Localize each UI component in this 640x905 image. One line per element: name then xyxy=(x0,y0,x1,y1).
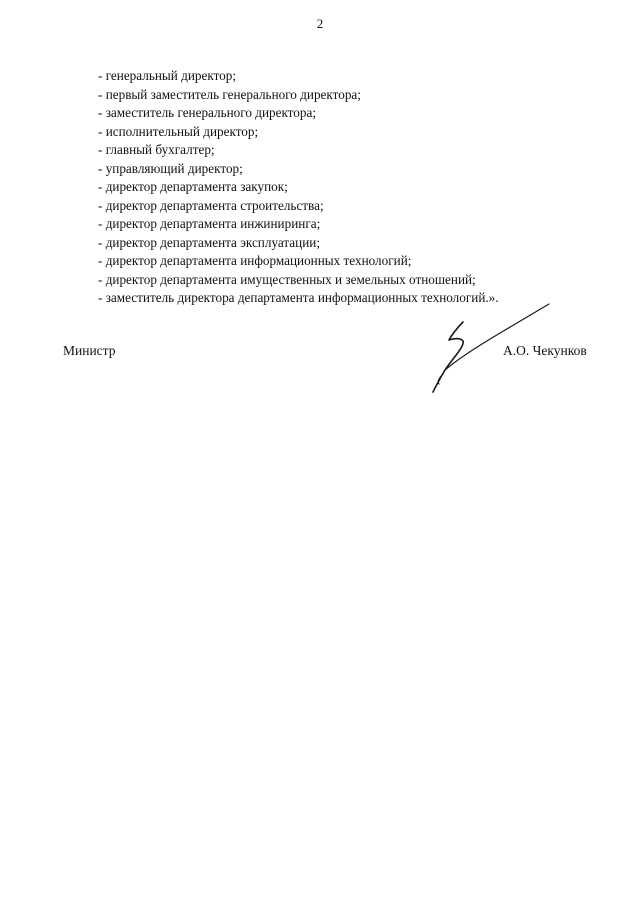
position-list xyxy=(98,67,499,308)
signer-position: Министр xyxy=(63,343,116,358)
list-item: - директор департамента эксплуатации; xyxy=(98,234,320,250)
list-item: - заместитель директора департамента информационных технологий.». xyxy=(98,290,499,305)
list-item: - директор департамента закупок; xyxy=(98,179,288,194)
list-item: - генеральный директор; xyxy=(98,68,237,83)
handwritten-signature xyxy=(425,298,555,398)
list-item: - главный бухгалтер; xyxy=(98,142,215,157)
page-number: 2 xyxy=(316,16,324,31)
list-item: - управляющий директор; xyxy=(98,160,243,176)
list-item: - директор департамента имущественных и земельных отношений; xyxy=(98,271,476,287)
list-item: - директор департамента строительства; xyxy=(98,197,324,213)
list-item: - первый заместитель генерального директора; xyxy=(98,86,361,102)
list-item: - заместитель генерального директора; xyxy=(98,105,316,120)
list-item: - исполнительный директор; xyxy=(98,123,259,139)
signer-name: А.О. Чекунков xyxy=(503,343,587,358)
list-item: - директор департамента инжиниринга; xyxy=(98,216,321,231)
list-item: - директор департамента информационных технологий; xyxy=(98,253,412,268)
